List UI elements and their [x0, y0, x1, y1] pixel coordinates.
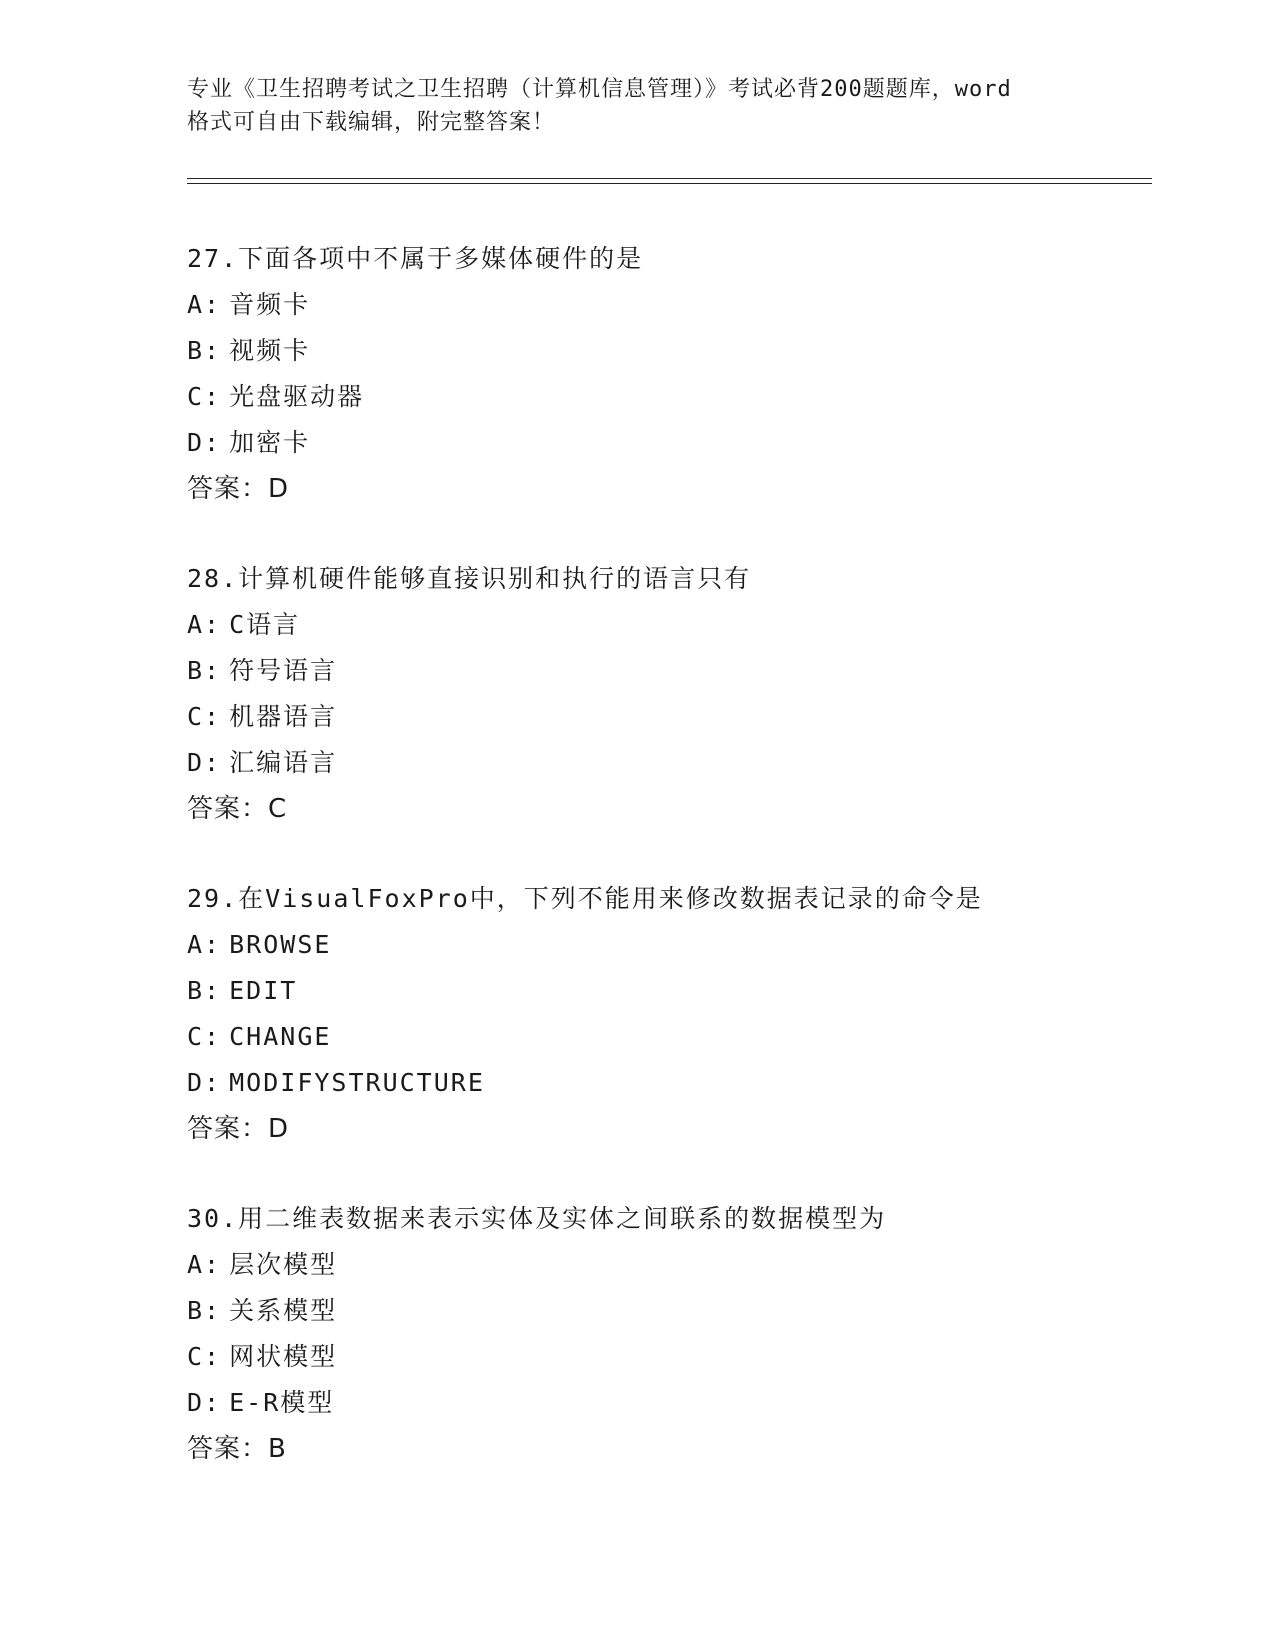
- header-line-1: 专业《卫生招聘考试之卫生招聘（计算机信息管理）》考试必背200题题库，word: [187, 77, 1012, 102]
- option-letter: C:: [187, 1342, 222, 1371]
- option-letter: A:: [187, 930, 222, 959]
- option-text: 关系模型: [229, 1296, 338, 1325]
- option-text: MODIFYSTRUCTURE: [229, 1068, 485, 1097]
- option-letter: C:: [187, 1022, 222, 1051]
- option-text: 音频卡: [229, 290, 311, 319]
- option-text: 加密卡: [229, 428, 311, 457]
- question-stem: 27.下面各项中不属于多媒体硬件的是: [187, 244, 644, 273]
- option-text: C语言: [229, 610, 301, 639]
- option-letter: A:: [187, 1250, 222, 1279]
- option-letter: A:: [187, 290, 222, 319]
- option-letter: B:: [187, 1296, 222, 1325]
- option-c: [187, 1334, 1147, 1380]
- question-29: [187, 876, 1147, 1152]
- option-text: 光盘驱动器: [229, 382, 365, 411]
- option-a: [187, 282, 1147, 328]
- option-letter: A:: [187, 610, 222, 639]
- option-text: BROWSE: [229, 930, 332, 959]
- option-text: 符号语言: [229, 656, 338, 685]
- option-d: [187, 740, 1147, 786]
- question-30: [187, 1196, 1147, 1472]
- option-b: [187, 1288, 1147, 1334]
- question-27: [187, 236, 1147, 512]
- answer-line: 答案：D: [187, 1114, 290, 1144]
- option-a: [187, 602, 1147, 648]
- option-a: [187, 922, 1147, 968]
- option-text: 视频卡: [229, 336, 311, 365]
- option-letter: B:: [187, 656, 222, 685]
- option-c: [187, 694, 1147, 740]
- option-a: [187, 1242, 1147, 1288]
- option-c: [187, 1014, 1147, 1060]
- question-stem: 30.用二维表数据来表示实体及实体之间联系的数据模型为: [187, 1204, 887, 1233]
- option-text: CHANGE: [229, 1022, 332, 1051]
- option-letter: D:: [187, 428, 222, 457]
- option-letter: B:: [187, 336, 222, 365]
- document-header: [187, 73, 1107, 139]
- option-letter: D:: [187, 748, 222, 777]
- option-b: [187, 328, 1147, 374]
- option-d: [187, 420, 1147, 466]
- question-stem: 28.计算机硬件能够直接识别和执行的语言只有: [187, 564, 752, 593]
- answer-line: 答案：B: [187, 1434, 287, 1464]
- question-stem: 29.在VisualFoxPro中，下列不能用来修改数据表记录的命令是: [187, 884, 983, 913]
- option-c: [187, 374, 1147, 420]
- option-text: 层次模型: [229, 1250, 338, 1279]
- option-text: 网状模型: [229, 1342, 338, 1371]
- option-letter: D:: [187, 1068, 222, 1097]
- option-letter: C:: [187, 382, 222, 411]
- option-text: 汇编语言: [229, 748, 338, 777]
- option-text: EDIT: [229, 976, 298, 1005]
- option-letter: D:: [187, 1388, 222, 1417]
- option-text: 机器语言: [229, 702, 338, 731]
- option-d: [187, 1060, 1147, 1106]
- option-letter: C:: [187, 702, 222, 731]
- header-divider-bottom: [187, 183, 1152, 184]
- header-divider-top: [187, 178, 1152, 179]
- option-letter: B:: [187, 976, 222, 1005]
- option-b: [187, 648, 1147, 694]
- option-text: E-R模型: [229, 1388, 335, 1417]
- answer-line: 答案：C: [187, 794, 288, 824]
- answer-line: 答案：D: [187, 474, 290, 504]
- option-d: [187, 1380, 1147, 1426]
- question-28: [187, 556, 1147, 832]
- option-b: [187, 968, 1147, 1014]
- header-line-2: 格式可自由下载编辑，附完整答案！: [187, 110, 556, 135]
